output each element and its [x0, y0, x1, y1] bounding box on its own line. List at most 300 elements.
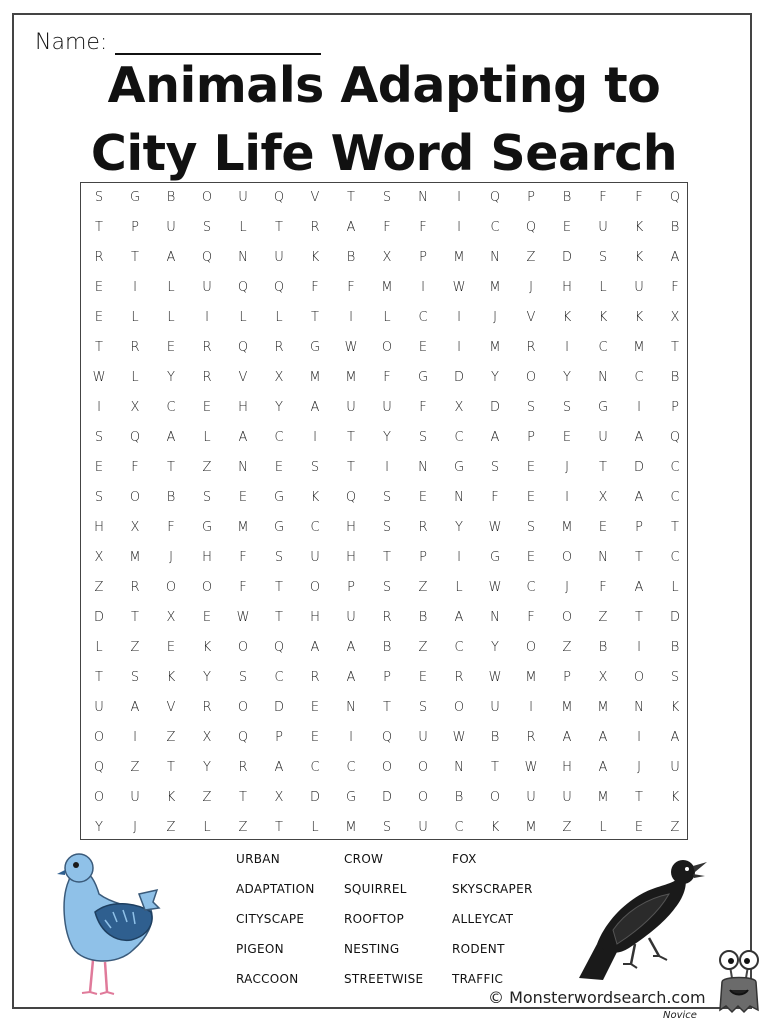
grid-letter: E — [94, 460, 104, 475]
grid-letter: V — [238, 370, 248, 385]
grid-letter: O — [201, 580, 213, 595]
grid-letter: B — [670, 370, 680, 385]
grid-letter: S — [670, 670, 680, 685]
grid-letter: S — [526, 400, 536, 415]
grid-letter: G — [345, 790, 357, 805]
grid-letters — [81, 183, 687, 839]
grid-letter: S — [130, 670, 140, 685]
grid-letter: X — [274, 370, 284, 385]
grid-letter: M — [561, 700, 573, 715]
grid-letter: A — [346, 640, 356, 655]
grid-letter: C — [526, 580, 536, 595]
grid-letter: O — [453, 700, 465, 715]
word-list-item: SQUIRREL — [344, 882, 407, 896]
grid-letter: E — [634, 820, 644, 835]
grid-letter: X — [94, 550, 104, 565]
grid-letter: U — [310, 550, 320, 565]
grid-letter: C — [670, 490, 680, 505]
word-list-item: URBAN — [236, 852, 281, 866]
grid-letter: F — [491, 490, 499, 505]
grid-letter: Z — [418, 580, 428, 595]
grid-letter: O — [561, 610, 573, 625]
grid-letter: B — [382, 640, 392, 655]
grid-letter: D — [561, 250, 572, 265]
grid-letter: G — [489, 550, 501, 565]
word-list-item: ALLEYCAT — [452, 912, 514, 926]
grid-letter: K — [310, 490, 320, 505]
grid-letter: I — [637, 730, 641, 745]
grid-letter: L — [239, 220, 247, 235]
grid-letter: W — [488, 670, 502, 685]
grid-letter: M — [525, 670, 537, 685]
grid-letter: Q — [525, 220, 537, 235]
grid-letter: K — [490, 820, 500, 835]
grid-letter: A — [346, 670, 356, 685]
grid-letter: O — [165, 580, 177, 595]
grid-letter: T — [95, 220, 103, 235]
grid-letter: A — [130, 700, 140, 715]
grid-letter: L — [671, 580, 679, 595]
grid-letter: X — [166, 610, 176, 625]
grid-letter: K — [634, 250, 644, 265]
grid-letter: R — [526, 340, 536, 355]
grid-letter: R — [238, 760, 248, 775]
title-line-2: City Life Word Search — [90, 125, 678, 182]
grid-letter: D — [93, 610, 104, 625]
grid-letter: Y — [203, 670, 211, 685]
grid-letter: T — [671, 520, 679, 535]
grid-letter: D — [453, 370, 464, 385]
grid-letter: W — [488, 580, 502, 595]
grid-letter: L — [95, 640, 103, 655]
grid-letter: A — [598, 760, 608, 775]
grid-letter: M — [561, 520, 573, 535]
grid-letter: L — [599, 820, 607, 835]
grid-letter: K — [166, 670, 176, 685]
grid-letter: S — [238, 670, 248, 685]
grid-letter: X — [202, 730, 212, 745]
grid-letter: H — [562, 760, 572, 775]
grid-letter: C — [670, 550, 680, 565]
grid-letter: C — [598, 340, 608, 355]
grid-letter: S — [274, 550, 284, 565]
grid-letter: O — [309, 580, 321, 595]
grid-letter: A — [274, 760, 284, 775]
grid-letter: B — [490, 730, 500, 745]
grid-letter: Z — [238, 820, 248, 835]
grid-letter: I — [349, 310, 353, 325]
grid-letter: E — [274, 460, 284, 475]
grid-letter: R — [382, 610, 392, 625]
grid-letter: Y — [491, 640, 499, 655]
grid-letter: O — [381, 340, 393, 355]
grid-letter: B — [454, 790, 464, 805]
grid-letter: X — [454, 400, 464, 415]
grid-letter: S — [382, 580, 392, 595]
grid-letter: U — [634, 280, 644, 295]
word-list-item: NESTING — [344, 942, 400, 956]
grid-letter: Z — [166, 730, 176, 745]
grid-letter: I — [637, 400, 641, 415]
grid-letter: R — [94, 250, 104, 265]
grid-letter: C — [670, 460, 680, 475]
grid-letter: S — [382, 520, 392, 535]
grid-letter: A — [490, 430, 500, 445]
grid-letter: P — [275, 730, 283, 745]
grid-letter: C — [454, 640, 464, 655]
grid-letter: C — [274, 670, 284, 685]
grid-letter: Z — [670, 820, 680, 835]
grid-letter: D — [381, 790, 392, 805]
grid-letter: B — [346, 250, 356, 265]
grid-letter: X — [598, 670, 608, 685]
grid-letter: E — [310, 730, 320, 745]
grid-letter: Q — [273, 280, 285, 295]
grid-letter: T — [275, 580, 283, 595]
grid-letter: U — [130, 790, 140, 805]
grid-letter: M — [633, 340, 645, 355]
grid-letter: Y — [491, 370, 499, 385]
grid-letter: L — [203, 430, 211, 445]
grid-letter: U — [166, 220, 176, 235]
grid-letter: U — [490, 700, 500, 715]
grid-letter: E — [418, 340, 428, 355]
grid-letter: T — [275, 220, 283, 235]
grid-letter: O — [93, 730, 105, 745]
grid-letter: Z — [562, 640, 572, 655]
grid-letter: F — [635, 190, 643, 205]
grid-letter: F — [347, 280, 355, 295]
grid-letter: B — [670, 220, 680, 235]
grid-letter: I — [349, 730, 353, 745]
grid-letter: V — [310, 190, 320, 205]
grid-letter: S — [598, 250, 608, 265]
grid-letter: N — [418, 190, 428, 205]
grid-letter: H — [562, 280, 572, 295]
grid-letter: E — [94, 280, 104, 295]
grid-letter: T — [275, 610, 283, 625]
grid-letter: Z — [166, 820, 176, 835]
grid-letter: W — [452, 730, 466, 745]
word-list-item: FOX — [452, 852, 477, 866]
grid-letter: I — [457, 220, 461, 235]
grid-letter: S — [490, 460, 500, 475]
grid-letter: E — [526, 490, 536, 505]
grid-letter: R — [202, 700, 212, 715]
grid-letter: T — [383, 550, 391, 565]
grid-letter: I — [421, 280, 425, 295]
grid-letter: U — [94, 700, 104, 715]
grid-letter: C — [346, 760, 356, 775]
grid-letter: K — [670, 790, 680, 805]
grid-letter: T — [599, 460, 607, 475]
grid-letter: R — [202, 370, 212, 385]
grid-letter: C — [310, 520, 320, 535]
grid-letter: Q — [381, 730, 393, 745]
grid-letter: I — [313, 430, 317, 445]
grid-letter: H — [238, 400, 248, 415]
grid-letter: K — [202, 640, 212, 655]
grid-letter: J — [493, 310, 497, 325]
word-list-item: SKYSCRAPER — [452, 882, 533, 896]
grid-letter: B — [166, 490, 176, 505]
grid-letter: U — [238, 190, 248, 205]
grid-letter: I — [133, 280, 137, 295]
grid-letter: Q — [237, 340, 249, 355]
grid-letter: C — [418, 310, 428, 325]
grid-letter: T — [131, 610, 139, 625]
grid-letter: R — [274, 340, 284, 355]
pigeon-illustration — [55, 850, 165, 1000]
grid-letter: E — [166, 640, 176, 655]
grid-letter: P — [635, 520, 643, 535]
grid-letter: S — [526, 520, 536, 535]
grid-letter: L — [167, 310, 175, 325]
grid-letter: J — [133, 820, 137, 835]
grid-letter: L — [455, 580, 463, 595]
grid-letter: Y — [563, 370, 571, 385]
grid-letter: M — [237, 520, 249, 535]
crow-illustration — [573, 852, 708, 982]
word-list-item: RODENT — [452, 942, 505, 956]
grid-letter: M — [381, 280, 393, 295]
page-title — [0, 52, 768, 188]
grid-letter: F — [671, 280, 679, 295]
grid-letter: E — [418, 670, 428, 685]
grid-letter: R — [418, 520, 428, 535]
grid-letter: L — [167, 280, 175, 295]
grid-letter: L — [275, 310, 283, 325]
grid-letter: N — [598, 370, 608, 385]
grid-letter: G — [129, 190, 141, 205]
grid-letter: T — [311, 310, 319, 325]
grid-letter: F — [383, 220, 391, 235]
grid-letter: U — [562, 790, 572, 805]
grid-letter: H — [94, 520, 104, 535]
grid-letter: P — [131, 220, 139, 235]
grid-letter: A — [346, 220, 356, 235]
grid-letter: F — [167, 520, 175, 535]
grid-letter: S — [382, 190, 392, 205]
grid-letter: Y — [95, 820, 103, 835]
grid-letter: P — [527, 190, 535, 205]
word-list-item: STREETWISE — [344, 972, 424, 986]
grid-letter: K — [310, 250, 320, 265]
grid-letter: I — [97, 400, 101, 415]
grid-letter: O — [525, 370, 537, 385]
grid-letter: X — [274, 790, 284, 805]
word-list-item: RACCOON — [236, 972, 299, 986]
grid-letter: J — [637, 760, 641, 775]
grid-letter: U — [418, 820, 428, 835]
grid-letter: S — [382, 490, 392, 505]
grid-letter: C — [310, 760, 320, 775]
grid-letter: I — [205, 310, 209, 325]
grid-letter: O — [93, 790, 105, 805]
grid-letter: M — [597, 700, 609, 715]
grid-letter: K — [598, 310, 608, 325]
grid-letter: I — [637, 640, 641, 655]
grid-letter: O — [417, 760, 429, 775]
grid-letter: X — [598, 490, 608, 505]
grid-letter: A — [598, 730, 608, 745]
grid-letter: Z — [130, 760, 140, 775]
grid-letter: E — [166, 340, 176, 355]
grid-letter: B — [670, 640, 680, 655]
grid-letter: F — [311, 280, 319, 295]
grid-letter: Q — [669, 430, 681, 445]
grid-letter: K — [166, 790, 176, 805]
grid-letter: T — [167, 760, 175, 775]
monster-mascot-icon — [714, 948, 764, 1020]
grid-letter: Q — [93, 760, 105, 775]
grid-letter: Z — [526, 250, 536, 265]
grid-letter: F — [419, 400, 427, 415]
grid-letter: C — [490, 220, 500, 235]
grid-letter: I — [133, 730, 137, 745]
grid-letter: Y — [203, 760, 211, 775]
grid-letter: E — [562, 220, 572, 235]
grid-letter: G — [417, 370, 429, 385]
grid-letter: R — [310, 220, 320, 235]
grid-letter: F — [419, 220, 427, 235]
grid-letter: L — [131, 370, 139, 385]
grid-letter: H — [310, 610, 320, 625]
grid-letter: H — [346, 520, 356, 535]
grid-letter: N — [418, 460, 428, 475]
grid-letter: A — [310, 640, 320, 655]
grid-letter: Q — [201, 250, 213, 265]
grid-letter: K — [634, 310, 644, 325]
grid-letter: K — [634, 220, 644, 235]
grid-letter: I — [457, 550, 461, 565]
grid-letter: O — [525, 640, 537, 655]
grid-letter: E — [418, 490, 428, 505]
grid-letter: Q — [273, 190, 285, 205]
grid-letter: M — [489, 280, 501, 295]
grid-letter: S — [94, 490, 104, 505]
grid-letter: T — [671, 340, 679, 355]
grid-letter: O — [417, 790, 429, 805]
grid-letter: P — [419, 250, 427, 265]
grid-letter: B — [166, 190, 176, 205]
grid-letter: Y — [167, 370, 175, 385]
grid-letter: N — [490, 250, 500, 265]
grid-letter: Q — [669, 190, 681, 205]
grid-letter: Z — [130, 640, 140, 655]
grid-letter: G — [273, 520, 285, 535]
grid-letter: Y — [383, 430, 391, 445]
grid-letter: W — [488, 520, 502, 535]
grid-letter: E — [202, 400, 212, 415]
grid-letter: U — [346, 400, 356, 415]
grid-letter: A — [310, 400, 320, 415]
grid-letter: E — [598, 520, 608, 535]
grid-letter: T — [131, 250, 139, 265]
grid-letter: J — [565, 580, 569, 595]
grid-letter: R — [454, 670, 464, 685]
word-list-item: ROOFTOP — [344, 912, 405, 926]
grid-letter: S — [310, 460, 320, 475]
grid-letter: N — [490, 610, 500, 625]
grid-letter: W — [524, 760, 538, 775]
grid-letter: Z — [562, 820, 572, 835]
grid-letter: G — [597, 400, 609, 415]
grid-letter: O — [129, 490, 141, 505]
grid-letter: H — [202, 550, 212, 565]
grid-letter: O — [201, 190, 213, 205]
grid-letter: I — [457, 340, 461, 355]
grid-letter: M — [597, 790, 609, 805]
grid-letter: P — [383, 670, 391, 685]
grid-letter: D — [273, 700, 284, 715]
grid-letter: Z — [418, 640, 428, 655]
grid-letter: Q — [345, 490, 357, 505]
grid-letter: H — [346, 550, 356, 565]
grid-letter: P — [563, 670, 571, 685]
grid-letter: X — [130, 520, 140, 535]
grid-letter: E — [310, 700, 320, 715]
grid-letter: Q — [489, 190, 501, 205]
grid-letter: T — [635, 610, 643, 625]
grid-letter: T — [347, 460, 355, 475]
grid-letter: L — [131, 310, 139, 325]
grid-letter: Q — [273, 640, 285, 655]
grid-letter: M — [525, 820, 537, 835]
grid-letter: Q — [237, 730, 249, 745]
grid-letter: F — [383, 370, 391, 385]
grid-letter: X — [670, 310, 680, 325]
grid-letter: G — [201, 520, 213, 535]
grid-letter: K — [670, 700, 680, 715]
grid-letter: M — [345, 370, 357, 385]
grid-letter: P — [419, 550, 427, 565]
grid-letter: F — [239, 550, 247, 565]
grid-letter: B — [598, 640, 608, 655]
grid-letter: T — [635, 550, 643, 565]
grid-letter: U — [598, 430, 608, 445]
grid-letter: S — [94, 190, 104, 205]
grid-letter: R — [526, 730, 536, 745]
grid-letter: A — [454, 610, 464, 625]
difficulty-label: Novice — [663, 1010, 697, 1021]
word-list-item: ADAPTATION — [236, 882, 315, 896]
grid-letter: T — [347, 190, 355, 205]
grid-letter: R — [310, 670, 320, 685]
grid-letter: R — [130, 580, 140, 595]
grid-letter: Q — [129, 430, 141, 445]
grid-letter: E — [526, 460, 536, 475]
grid-letter: N — [598, 550, 608, 565]
grid-letter: T — [275, 820, 283, 835]
grid-letter: A — [670, 250, 680, 265]
copyright-text: © Monsterwordsearch.com — [488, 988, 706, 1007]
grid-letter: M — [129, 550, 141, 565]
grid-letter: E — [526, 550, 536, 565]
title-line-1: Animals Adapting to — [107, 57, 661, 114]
grid-letter: D — [633, 460, 644, 475]
grid-letter: Z — [202, 790, 212, 805]
grid-letter: J — [169, 550, 173, 565]
grid-letter: P — [347, 580, 355, 595]
grid-letter: T — [635, 790, 643, 805]
grid-letter: C — [634, 370, 644, 385]
grid-letter: M — [489, 340, 501, 355]
grid-letter: L — [239, 310, 247, 325]
grid-letter: F — [599, 190, 607, 205]
grid-letter: I — [385, 460, 389, 475]
word-list-item: TRAFFIC — [452, 972, 504, 986]
